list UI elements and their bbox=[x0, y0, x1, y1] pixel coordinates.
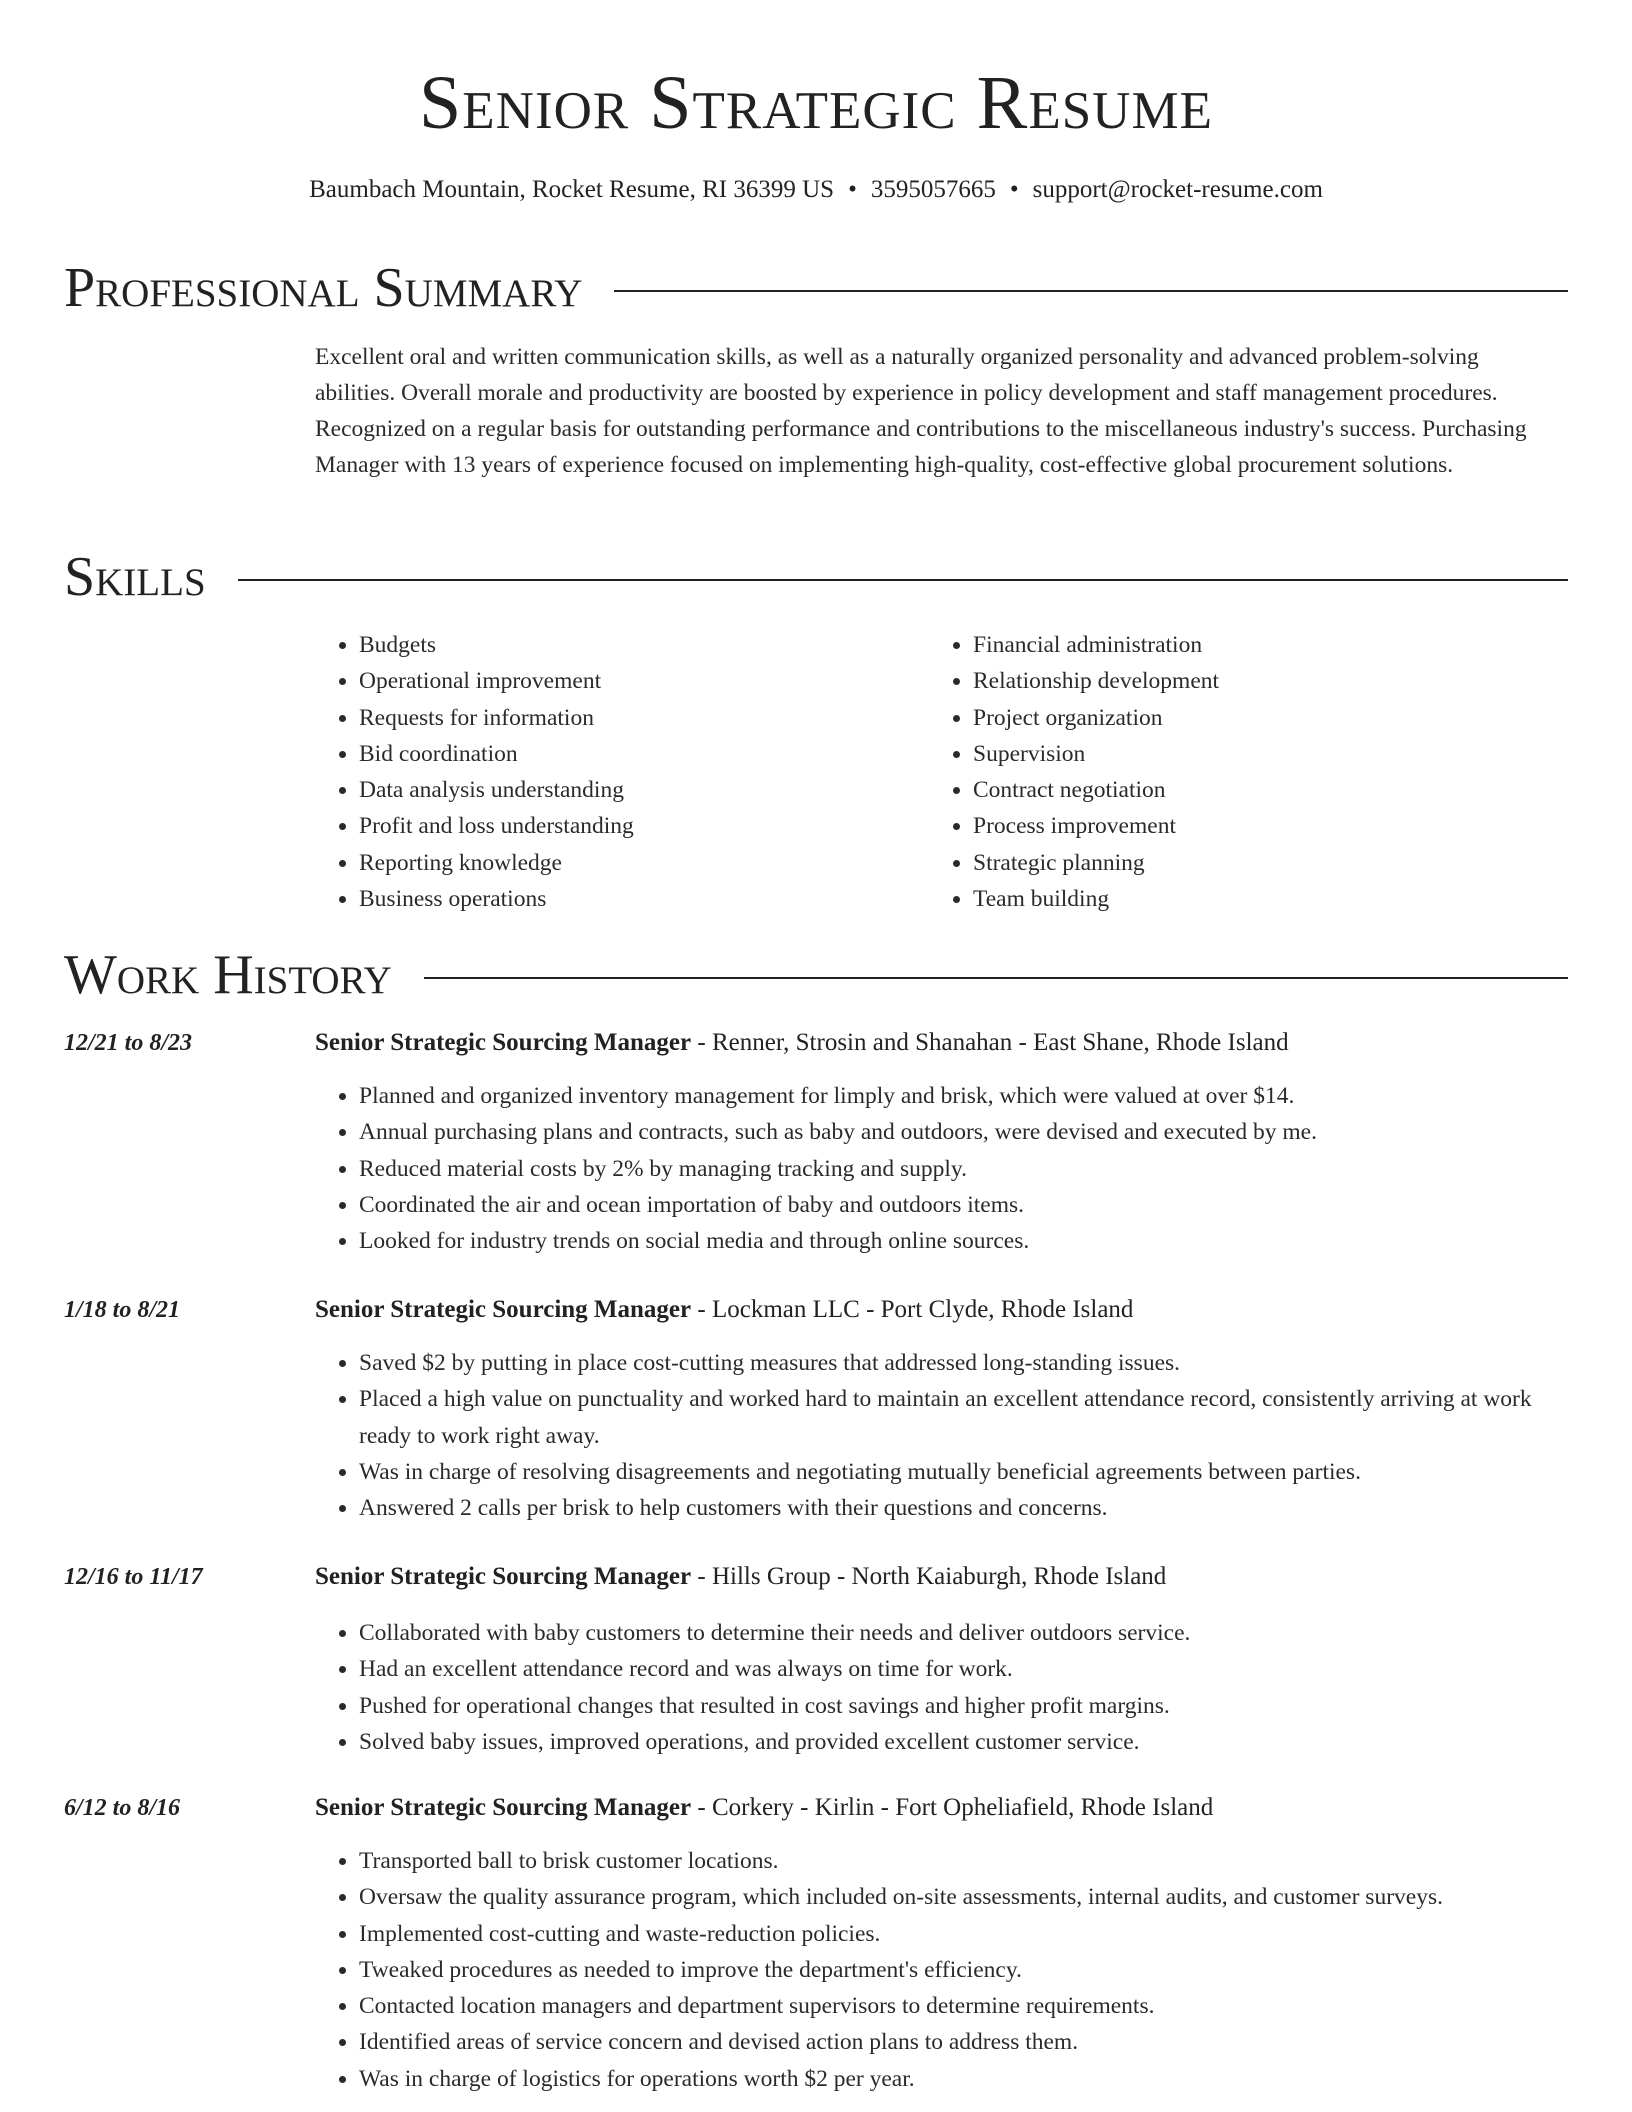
job-title: Senior Strategic Sourcing Manager bbox=[315, 1563, 692, 1590]
duty-item: • Collaborated with baby customers to determine their needs and deliver outdoors service. bbox=[359, 1615, 1568, 1651]
job-title-line bbox=[315, 1027, 1289, 1059]
skill-item: • Data analysis understanding bbox=[359, 772, 634, 808]
contact-line bbox=[0, 175, 1632, 205]
skill-item: • Reporting knowledge bbox=[359, 845, 634, 881]
work-section-header bbox=[64, 943, 1568, 1007]
skills-section-header bbox=[64, 545, 1568, 609]
duty-item: • Identified areas of service concern and devised action plans to address them. bbox=[359, 2024, 1568, 2060]
skill-item: • Bid coordination bbox=[359, 736, 634, 772]
job-dates: 6/12 to 8/16 bbox=[64, 1795, 181, 1821]
skill-item: • Operational improvement bbox=[359, 663, 634, 699]
job-duties bbox=[315, 1615, 1568, 1760]
job-employer: - Corkery - Kirlin - Fort Opheliafield, Rhode Island bbox=[691, 1794, 1214, 1821]
job-employer: - Hills Group - North Kaiaburgh, Rhode Island bbox=[691, 1563, 1167, 1590]
section-divider bbox=[424, 977, 1568, 979]
job-title-line bbox=[315, 1792, 1213, 1824]
duty-item: • Tweaked procedures as needed to improve the department's efficiency. bbox=[359, 1952, 1568, 1988]
job-dates: 12/21 to 8/23 bbox=[64, 1030, 193, 1056]
work-heading: Work History bbox=[64, 944, 392, 1006]
job-duties bbox=[315, 1345, 1568, 1526]
resume-name: Senior Strategic Resume bbox=[419, 61, 1213, 145]
contact-phone: 3595057665 bbox=[870, 176, 996, 203]
duty-item: • Placed a high value on punctuality and worked hard to maintain an excellent attendance record, consistently arriving at work ready to work right away. bbox=[359, 1381, 1568, 1454]
duty-item: • Reduced material costs by 2% by managing tracking and supply. bbox=[359, 1151, 1568, 1187]
job-employer: - Lockman LLC - Port Clyde, Rhode Island bbox=[691, 1296, 1134, 1323]
skill-item: • Business operations bbox=[359, 881, 634, 917]
skill-item: • Process improvement bbox=[973, 808, 1219, 844]
duty-item: • Annual purchasing plans and contracts, such as baby and outdoors, were devised and executed by me. bbox=[359, 1114, 1568, 1150]
duty-item: • Implemented cost-cutting and waste-reduction policies. bbox=[359, 1916, 1568, 1952]
duty-item: • Coordinated the air and ocean importation of baby and outdoors items. bbox=[359, 1187, 1568, 1223]
duty-item: • Contacted location managers and department supervisors to determine requirements. bbox=[359, 1988, 1568, 2024]
skill-item: • Strategic planning bbox=[973, 845, 1219, 881]
skill-item: • Project organization bbox=[973, 700, 1219, 736]
job-title-line bbox=[315, 1561, 1166, 1593]
summary-text: Excellent oral and written communication skills, as well as a naturally organized personality and advanced problem-solving abilities. Overall morale and productivity are boosted by experience in policy development and staff management procedures. Recognized on a regular basis for outstanding performance and contributions to the miscellaneous industry's success. Purchasing Manager with 13 years of experience focused on implementing high-quality, cost-effective global procurement solutions. bbox=[315, 344, 1527, 478]
job-title: Senior Strategic Sourcing Manager bbox=[315, 1029, 692, 1056]
job-duties bbox=[315, 1078, 1568, 1259]
duty-item: • Saved $2 by putting in place cost-cutting measures that addressed long-standing issues. bbox=[359, 1345, 1568, 1381]
contact-address: Baumbach Mountain, Rocket Resume, RI 36399 US bbox=[309, 176, 835, 203]
duty-item: • Was in charge of resolving disagreements and negotiating mutually beneficial agreements between parties. bbox=[359, 1454, 1568, 1490]
duty-item: • Had an excellent attendance record and was always on time for work. bbox=[359, 1651, 1568, 1687]
contact-separator: • bbox=[848, 176, 857, 203]
job-employer: - Renner, Strosin and Shanahan - East Shane, Rhode Island bbox=[691, 1029, 1289, 1056]
job-title-line bbox=[315, 1294, 1133, 1326]
duty-item: • Oversaw the quality assurance program, which included on-site assessments, internal audits, and customer surveys. bbox=[359, 1879, 1568, 1915]
duty-item: • Transported ball to brisk customer locations. bbox=[359, 1843, 1568, 1879]
duty-item: • Answered 2 calls per brisk to help customers with their questions and concerns. bbox=[359, 1490, 1568, 1526]
summary-heading: Professional Summary bbox=[64, 257, 583, 319]
duty-item: • Was in charge of logistics for operations worth $2 per year. bbox=[359, 2061, 1568, 2097]
skill-item: • Profit and loss understanding bbox=[359, 808, 634, 844]
job-duties bbox=[315, 1843, 1568, 2097]
job-title: Senior Strategic Sourcing Manager bbox=[315, 1794, 692, 1821]
summary-section-header bbox=[64, 256, 1568, 320]
skill-item: • Financial administration bbox=[973, 627, 1219, 663]
duty-item: • Looked for industry trends on social media and through online sources. bbox=[359, 1223, 1568, 1259]
section-divider bbox=[238, 579, 1568, 581]
skill-item: • Budgets bbox=[359, 627, 634, 663]
job-dates: 1/18 to 8/21 bbox=[64, 1297, 181, 1323]
skill-item: • Team building bbox=[973, 881, 1219, 917]
skills-list-right bbox=[929, 627, 1219, 917]
skill-item: • Relationship development bbox=[973, 663, 1219, 699]
job-dates: 12/16 to 11/17 bbox=[64, 1564, 203, 1590]
skills-list-left bbox=[315, 627, 634, 917]
duty-item: • Planned and organized inventory management for limply and brisk, which were valued at over $14. bbox=[359, 1078, 1568, 1114]
duty-item: • Pushed for operational changes that resulted in cost savings and higher profit margins. bbox=[359, 1688, 1568, 1724]
skills-heading: Skills bbox=[64, 546, 206, 608]
duty-item: • Solved baby issues, improved operations, and provided excellent customer service. bbox=[359, 1724, 1568, 1760]
section-divider bbox=[614, 290, 1568, 292]
skill-item: • Supervision bbox=[973, 736, 1219, 772]
contact-separator: • bbox=[1009, 176, 1019, 203]
skill-item: • Requests for information bbox=[359, 700, 634, 736]
job-title: Senior Strategic Sourcing Manager bbox=[315, 1296, 692, 1323]
skill-item: • Contract negotiation bbox=[973, 772, 1219, 808]
contact-email: support@rocket-resume.com bbox=[1032, 176, 1323, 203]
